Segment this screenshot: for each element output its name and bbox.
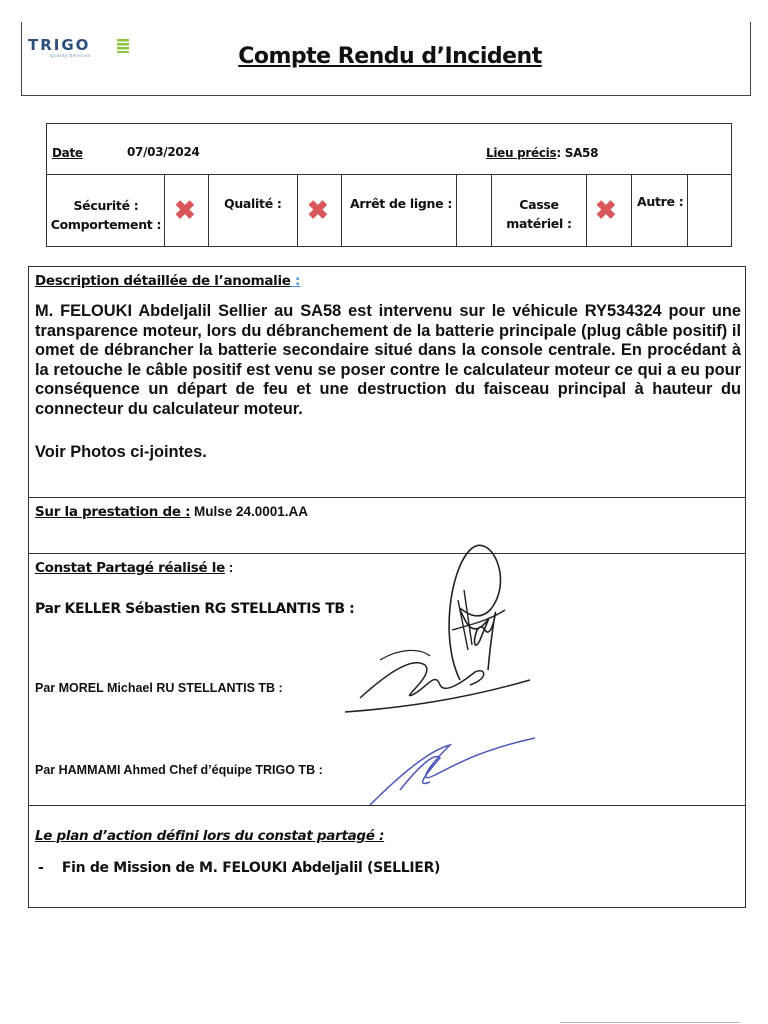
plan-heading [35,827,384,845]
page-title: Compte Rendu d’Incident [238,44,542,69]
prestation-value: Mulse 24.0001.AA [190,504,309,519]
constat-title: Constat Partagé réalisé le [35,560,225,576]
photos-note: Voir Photos ci-jointes. [35,443,207,461]
info-col-divider [164,174,165,247]
info-col-divider [631,174,632,247]
lieu-value: : SA58 [556,146,599,160]
constat-heading [35,559,233,577]
logo-tagline: Quality Services [50,53,91,58]
scan-edge-line [560,1022,740,1023]
date-label: Date [52,146,83,160]
category-autre [637,194,683,209]
bullet-dash: - [38,860,62,876]
prestation-label: Sur la prestation de : [35,504,191,520]
info-col-divider [491,174,492,247]
info-col-divider [341,174,342,247]
category-qualite [224,196,282,211]
signatory-morel: Par MOREL Michael RU STELLANTIS TB : [35,681,283,695]
lieu-field [486,144,598,162]
handwritten-signatures [340,530,580,820]
date-value: 07/03/2024 [127,145,200,159]
info-row-divider [46,174,732,175]
category-label: matériel : [506,216,572,231]
category-casse-materiel [494,195,584,233]
description-title: Description détaillée de l’anomalie [35,273,291,289]
category-arret-ligne [350,196,452,211]
info-col-divider [208,174,209,247]
description-title-suffix: : [290,273,301,289]
plan-title: Le plan d’action défini lors du constat partagé : [35,828,385,844]
category-label: Casse [519,197,559,212]
info-col-divider [687,174,688,247]
category-label: Autre : [637,194,684,209]
category-label: Qualité : [224,196,282,211]
signatory-hammami: Par HAMMAMI Ahmed Chef d’équipe TRIGO TB : [35,763,323,777]
red-x-mark-icon: ✖ [174,195,196,225]
lieu-label: Lieu précis [486,146,557,160]
prestation-line [35,503,308,521]
logo-text: TRIGO [28,36,91,54]
info-col-divider [586,174,587,247]
category-label: Arrêt de ligne : [350,196,453,211]
red-x-mark-icon: ✖ [595,195,617,225]
info-col-divider [297,174,298,247]
constat-title-suffix: : [224,560,234,575]
plan-item [38,860,440,876]
signatory-keller: Par KELLER Sébastien RG STELLANTIS TB : [35,601,355,617]
info-col-divider [456,174,457,247]
category-label: Sécurité : [73,198,139,213]
category-label: Comportement : [50,217,162,232]
category-securite [50,196,162,234]
plan-item-text: Fin de Mission de M. FELOUKI Abdeljalil (SELLIER) [61,860,441,876]
red-x-mark-icon: ✖ [307,195,329,225]
description-heading [35,272,300,290]
description-body: M. FELOUKI Abdeljalil Sellier au SA58 est intervenu sur le véhicule RY534324 pour une transparence moteur, lors du débranchement de la batterie principale (plug câble positif) il omet de débrancher la batterie secondaire situé dans la console centrale. En procédant à la retouche le câble positif est venu se poser contre le calculateur moteur ce qui a eu pour conséquence un départ de feu et une destruction du faisceau principal à hauteur du connecteur du calculateur moteur. [35,302,741,418]
section-divider [28,497,746,498]
